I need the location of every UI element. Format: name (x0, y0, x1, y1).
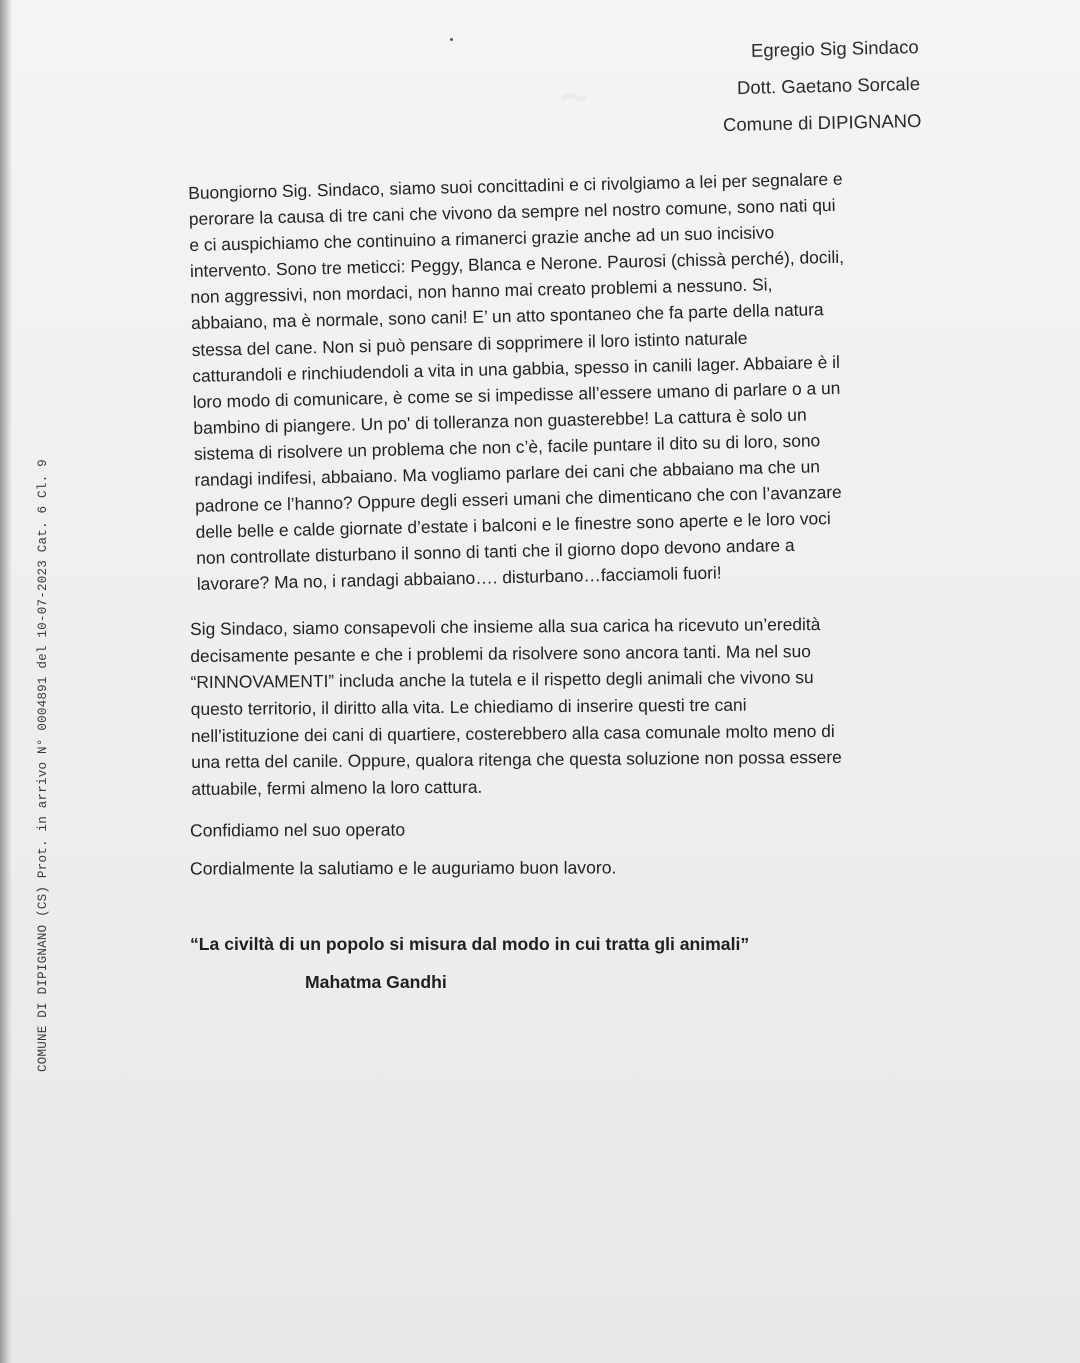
paragraph-line: non aggressivi, non mordaci, non hanno mai creato problemi a nessuno. Si, (190, 274, 773, 308)
protocol-stamp: COMUNE DI DIPIGNANO (CS) Prot. in arrivo N° 0004891 del 10-07-2023 Cat. 6 Cl. 9 (36, 459, 50, 1072)
paragraph-line: Sig Sindaco, siamo consapevoli che insieme alla sua carica ha ricevuto un’eredità (190, 614, 821, 639)
recipient-municipality: Comune di DIPIGNANO (722, 109, 922, 136)
paragraph-line: intervento. Sono tre meticci: Peggy, Blanca e Nerone. Paurosi (chissà perché), docili, (189, 246, 845, 282)
paragraph-line: questo territorio, il diritto alla vita. Le chiediamo di inserire questi tre cani (190, 694, 747, 720)
paragraph-line: decisamente pesante e che i problemi da risolvere sono ancora tanti. Ma nel suo (190, 640, 811, 666)
paragraph-line: Buongiorno Sig. Sindaco, siamo suoi concittadini e ci rivolgiamo a lei per segnalare e (188, 168, 843, 203)
recipient-title: Egregio Sig Sindaco (751, 36, 920, 61)
paragraph-line: loro modo di comunicare, è come se si impedisse all’essere umano di parlare o a un (192, 377, 841, 412)
paragraph-line: padrone ce l’hanno? Oppure degli esseri umani che dimenticano che con l’avanzare (194, 481, 842, 517)
paragraph-line: abbaiano, ma è normale, sono cani! E’ un atto spontaneo che fa parte della natura (190, 299, 824, 334)
show-through-mark: ~ (560, 71, 589, 124)
recipient-name: Dott. Gaetano Sorcale (736, 72, 921, 99)
paragraph-line: una retta del canile. Oppure, qualora ritenga che questa soluzione non possa essere (191, 747, 842, 773)
confidence-line: Confidiamo nel suo operato (189, 819, 406, 841)
paragraph-1 (188, 164, 932, 597)
page-edge-shadow (0, 0, 12, 1363)
closing-line: Cordialmente la salutiamo e le auguriamo buon lavoro. (189, 857, 617, 879)
paragraph-line: e ci auspichiamo che continuino a rimanerci grazie anche ad un suo incisivo (189, 222, 775, 256)
paragraph-line: randagi indifesi, abbaiano. Ma vogliamo parlare dei cani che abbaiano ma che un (194, 456, 821, 490)
paragraph-2 (190, 610, 936, 803)
quote-author: Mahatma Gandhi (305, 972, 447, 992)
paper-speck (450, 38, 453, 41)
paragraph-line: bambino di piangere. Un po' di tolleranza non guasterebbe! La cattura è solo un (193, 404, 807, 438)
paragraph-line: non controllate disturbano il sonno di tanti che il giorno dopo devono andare a (196, 535, 795, 569)
paragraph-line: lavorare? Ma no, i randagi abbaiano…. disturbano…facciamoli fuori! (196, 562, 722, 595)
paragraph-line: stessa del cane. Non si può pensare di sopprimere il loro istinto naturale (191, 327, 748, 360)
paragraph-line: delle belle e calde giornate d’estate i balconi e le finestre sono aperte e le loro voci (195, 508, 831, 543)
paragraph-line: nell’istituzione dei cani di quartiere, costerebbero alla casa comunale molto meno di (190, 720, 835, 746)
paragraph-line: attuabile, fermi almeno la loro cattura. (191, 776, 483, 800)
paragraph-line: catturandoli e rinchiudendoli a vita in una gabbia, spesso in canili lager. Abbaiare è il (192, 351, 841, 386)
paragraph-line: perorare la causa di tre cani che vivono da sempre nel nostro comune, sono nati qui (188, 194, 836, 230)
gandhi-quote: “La civiltà di un popolo si misura dal modo in cui tratta gli animali” (190, 934, 750, 954)
paragraph-line: sistema di risolvere un problema che non c’è, facile puntare il dito su di loro, sono (193, 430, 821, 464)
paragraph-line: “RINNOVAMENTI” includa anche la tutela e il rispetto degli animali che vivono su (190, 667, 814, 693)
